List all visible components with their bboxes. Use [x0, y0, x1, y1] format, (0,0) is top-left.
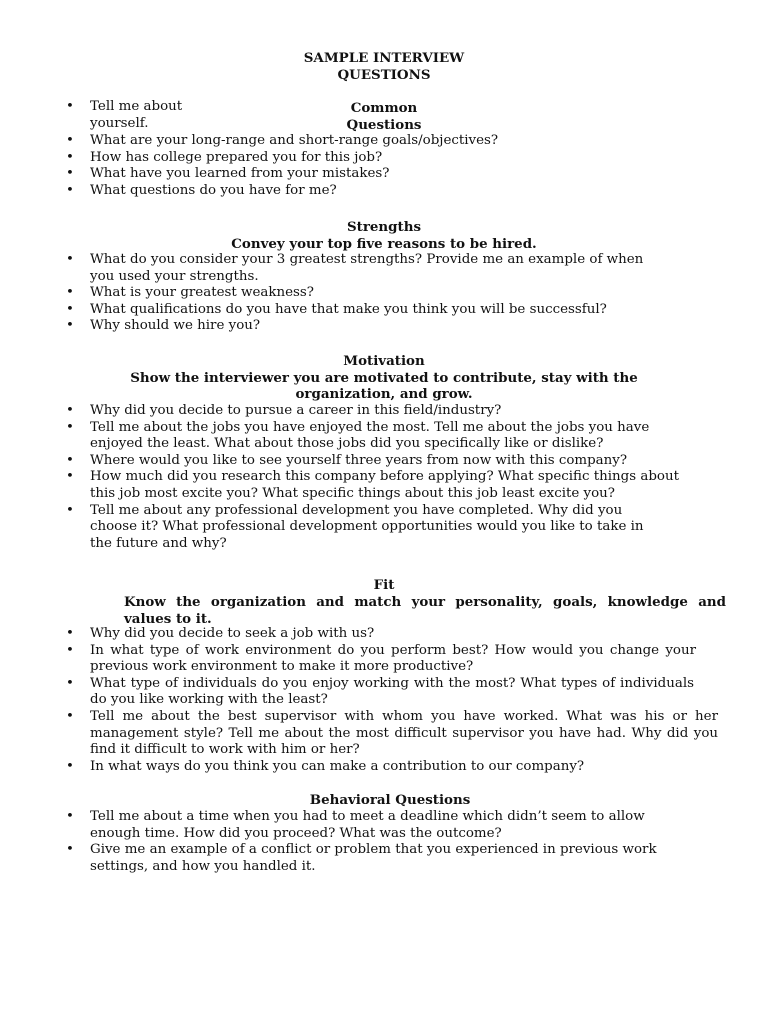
list-item: • Give me an example of a conflict or problem that you experienced in previous work settings, and how you handled it.	[90, 842, 680, 875]
list-item	[90, 99, 310, 132]
behavioral-list	[90, 809, 680, 875]
list-item: • Why did you decide to seek a job with us?	[90, 626, 718, 643]
list-item: • What qualifications do you have that make you think you will be successful?	[90, 302, 665, 319]
list-item-line-2: yourself.	[90, 115, 149, 131]
list-item: • Tell me about any professional development you have completed. Why did you choose it? What professional development opportunities would you like to take in the future and why?	[90, 503, 665, 553]
list-item: • Where would you like to see yourself three years from now with this company?	[90, 453, 698, 470]
list-item-line-1: • Tell me about	[90, 99, 183, 114]
list-item: • What are your long-range and short-range goals/objectives?	[90, 133, 700, 150]
motivation-title: Motivation	[343, 353, 425, 369]
list-item: • What type of individuals do you enjoy working with the most? What types of individuals do you like working with the least?	[90, 676, 694, 709]
list-item: • Why should we hire you?	[90, 318, 665, 335]
title-line-1: SAMPLE INTERVIEW	[303, 50, 465, 66]
motivation-subheading-line-1: Show the interviewer you are motivated to contribute, stay with the	[130, 369, 638, 386]
list-item: • What have you learned from your mistakes?	[90, 166, 700, 183]
strengths-title: Strengths	[347, 219, 421, 235]
list-item: • In what ways do you think you can make a contribution to our company?	[90, 759, 718, 776]
strengths-subheading: Convey your top five reasons to be hired.	[231, 235, 537, 252]
title-line-2: QUESTIONS	[337, 66, 431, 83]
list-item: • Tell me about the best supervisor with whom you have worked. What was his or her management style? Tell me about the most difficult supervisor you have had. Why did you find it difficult to work with him or her?	[90, 709, 718, 759]
list-item: • Tell me about a time when you had to meet a deadline which didn’t seem to allow enough time. How did you proceed? What was the outcome?	[90, 809, 680, 842]
common-heading	[300, 100, 468, 133]
fit-heading: Fit	[373, 577, 395, 593]
motivation-subheading-line-2: organization, and grow.	[295, 386, 473, 403]
common-list	[90, 133, 700, 199]
list-item: • How much did you research this company before applying? What specific things about this job most excite you? What specific things about this job least excite you?	[90, 469, 698, 502]
behavioral-heading: Behavioral Questions	[309, 792, 471, 808]
motivation-heading	[0, 353, 768, 403]
common-heading-line-2: Questions	[346, 116, 422, 133]
common-first-list	[90, 99, 310, 132]
list-item: • How has college prepared you for this job?	[90, 150, 700, 167]
list-item: • What is your greatest weakness?	[90, 285, 665, 302]
strengths-heading	[0, 219, 768, 252]
list-item: • In what type of work environment do you perform best? How would you change your previous work environment to make it more productive?	[90, 643, 696, 676]
motivation-list	[90, 403, 698, 552]
document-title	[0, 50, 768, 83]
fit-subheading: Know the organization and match your personality, goals, knowledge and values to it.	[124, 594, 726, 627]
common-heading-line-1: Common	[350, 100, 418, 116]
fit-list	[90, 626, 718, 775]
list-item: • What do you consider your 3 greatest strengths? Provide me an example of when you used your strengths.	[90, 252, 665, 285]
list-item: • What questions do you have for me?	[90, 183, 700, 200]
list-item: • Tell me about the jobs you have enjoyed the most. Tell me about the jobs you have enjoyed the least. What about those jobs did you specifically like or dislike?	[90, 420, 698, 453]
strengths-list	[90, 252, 665, 335]
list-item: • Why did you decide to pursue a career in this field/industry?	[90, 403, 698, 420]
